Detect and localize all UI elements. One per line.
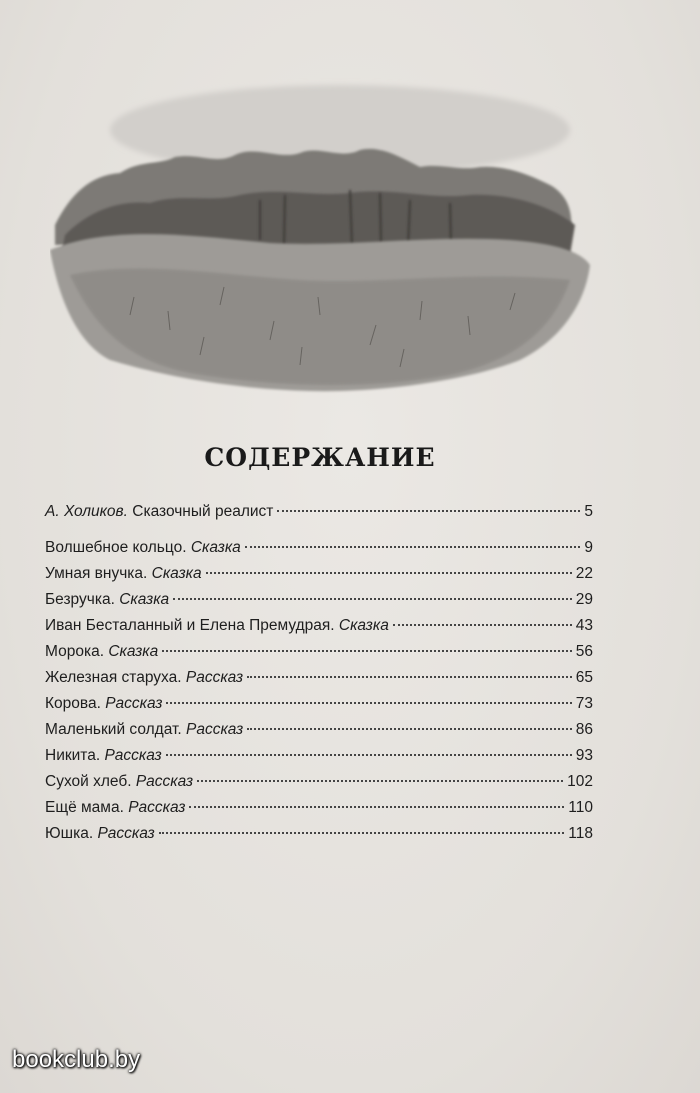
toc-entry-title: Маленький солдат. — [45, 721, 182, 738]
toc-page-number: 65 — [575, 669, 593, 686]
toc-genre: Рассказ — [97, 825, 155, 842]
toc-page-number: 5 — [584, 503, 593, 520]
toc-genre: Сказка — [119, 591, 170, 608]
dot-leader — [197, 779, 563, 782]
toc-entry-title: Юшка. — [45, 825, 94, 842]
toc-page-number: 22 — [575, 565, 593, 582]
toc-entry-title: Волшебное кольцо. — [45, 539, 187, 556]
toc-row — [45, 769, 593, 795]
toc-row — [45, 821, 593, 847]
dot-leader — [247, 675, 572, 678]
toc-row — [45, 587, 593, 613]
toc-row — [45, 717, 593, 743]
dot-leader — [189, 805, 564, 808]
toc-page-number: 56 — [575, 643, 593, 660]
toc-genre: Сказка — [151, 565, 202, 582]
dot-leader — [245, 545, 581, 548]
toc-entry-title: Корова. — [45, 695, 101, 712]
toc-genre: Сказка — [108, 643, 159, 660]
toc-row — [45, 613, 593, 639]
table-of-contents — [45, 499, 593, 847]
dot-leader — [277, 509, 580, 512]
toc-entry-title: Умная внучка. — [45, 565, 148, 582]
dot-leader — [247, 727, 572, 730]
toc-page-number: 9 — [584, 539, 593, 556]
toc-page-number: 29 — [575, 591, 593, 608]
toc-entry-title: Морока. — [45, 643, 104, 660]
toc-genre: Сказка — [190, 539, 241, 556]
dot-leader — [166, 701, 571, 704]
toc-row — [45, 561, 593, 587]
toc-row — [45, 665, 593, 691]
watermark: bookclub.by — [12, 1046, 141, 1073]
toc-genre: Рассказ — [104, 747, 162, 764]
landscape-illustration — [50, 75, 595, 395]
dot-leader — [173, 597, 572, 600]
toc-entry-title: Никита. — [45, 747, 101, 764]
dot-leader — [393, 623, 572, 626]
toc-row — [45, 499, 593, 525]
page-title: СОДЕРЖАНИЕ — [204, 443, 436, 472]
toc-genre: Рассказ — [185, 721, 244, 738]
toc-genre: Рассказ — [128, 799, 186, 816]
toc-author: А. Холиков. — [45, 503, 128, 520]
toc-page-number: 43 — [575, 617, 593, 634]
toc-entry-title: Сказочный реалист — [132, 503, 274, 520]
toc-page-number: 110 — [568, 799, 593, 816]
toc-row — [45, 639, 593, 665]
toc-entry-title: Сухой хлеб. — [45, 773, 132, 790]
toc-genre: Сказка — [338, 617, 389, 634]
toc-entry-title: Железная старуха. — [45, 669, 182, 686]
toc-page-number: 93 — [575, 747, 593, 764]
dot-leader — [159, 831, 565, 834]
toc-genre: Рассказ — [185, 669, 244, 686]
toc-row — [45, 691, 593, 717]
toc-row — [45, 743, 593, 769]
dot-leader — [206, 571, 572, 574]
toc-page-number: 73 — [575, 695, 593, 712]
toc-entry-title: Безручка. — [45, 591, 115, 608]
toc-page-number: 86 — [575, 721, 593, 738]
toc-row — [45, 535, 593, 561]
toc-entry-title: Иван Бесталанный и Елена Премудрая. — [45, 617, 335, 634]
toc-row — [45, 795, 593, 821]
toc-genre: Рассказ — [105, 695, 163, 712]
toc-entry-title: Ещё мама. — [45, 799, 124, 816]
toc-genre: Рассказ — [135, 773, 194, 790]
toc-page-number: 102 — [567, 773, 593, 790]
toc-page-number: 118 — [568, 825, 593, 842]
dot-leader — [162, 649, 572, 652]
dot-leader — [166, 753, 572, 756]
